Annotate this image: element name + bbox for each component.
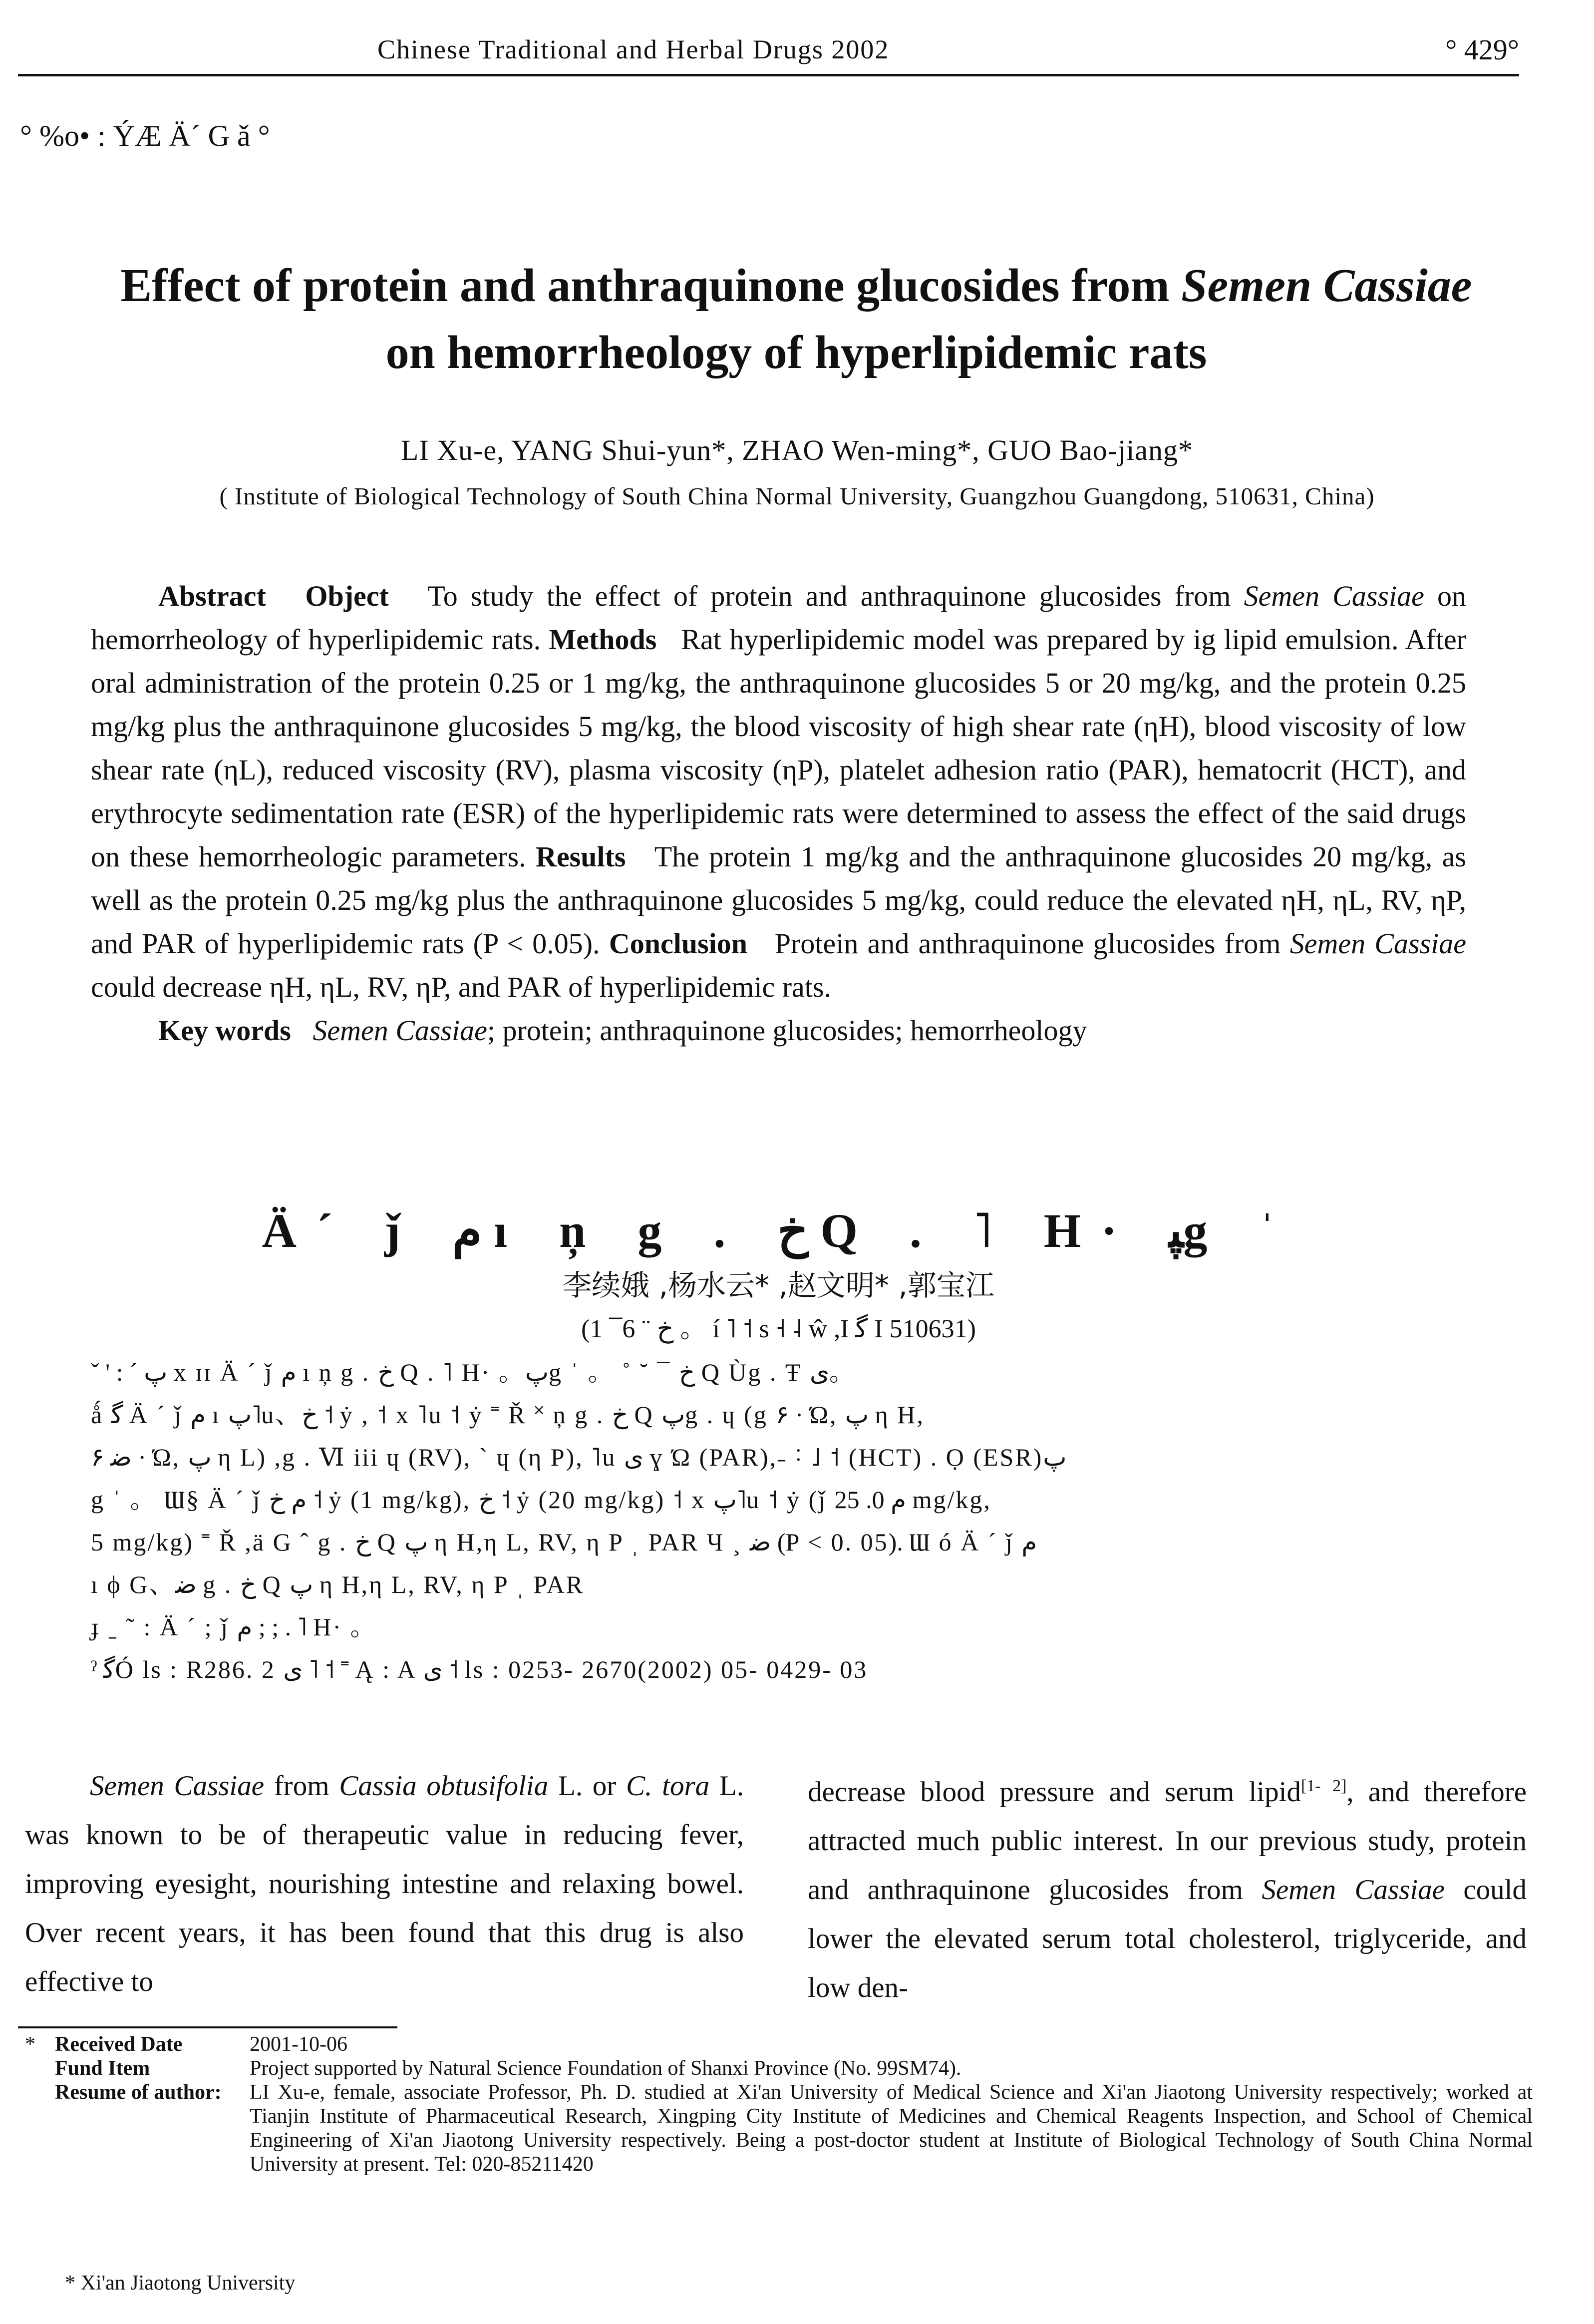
body-text: L. or	[548, 1770, 627, 1802]
citation[interactable]: [1- 2]	[1300, 1777, 1347, 1795]
object-text-2: on hemorrheology of hyperlipidemic rats.	[91, 580, 1466, 656]
received-label: Received Date	[55, 2033, 183, 2056]
conclusion-label: Conclusion	[609, 927, 748, 960]
body-italic: C. tora	[626, 1770, 710, 1802]
footnote-fund	[55, 2056, 1533, 2080]
page-number: ° 429°	[1445, 33, 1519, 66]
chinese-abstract-line: ˇ ' : ˊ پ x ɪɪ Ä ´ ǰ م ı ņ g . خ Q . ˥ H· 。پg ˈ 。 ˚ ˘ ¯ خ Q Ùg . Ŧ ﯼ。	[91, 1358, 856, 1386]
chinese-abstract-line: ﺿ ۶ · Ώ, پ η L) ,g . Ⅵ iii ɥ (RV), ` ɥ (η P), ˥u ی ɣ Ώ (PAR),˗ ˸ ˩ ˦ (HCT) . Ọ (ESR)پ	[91, 1443, 1067, 1471]
abstract-block	[91, 574, 1466, 1052]
object-italic: Semen Cassiae	[1244, 580, 1424, 612]
resume-value: LI Xu-e, female, associate Professor, Ph. D. studied at Xi'an University of Medical Science and Xi'an Jiaotong University respectively; worked at Tianjin Institute of Pharmaceutical Research, Xingping City Institute of Medicines and Chemical Reagents Inspection, and School of Chemical Engineering of Xi'an Jiaotong University respectively. Being a post-doctor student at Institute of Biological Technology of South China Normal University at present. Tel: 020-85211420	[250, 2081, 1533, 2176]
keywords-line	[91, 1009, 1466, 1052]
column-heading: ° %o• : ÝÆ Ä´ G ǎ °	[20, 119, 270, 152]
chinese-authors: 李续娥 ,杨水云* ,赵文明* ,郭宝江	[563, 1268, 994, 1302]
journal-line: Chinese Traditional and Herbal Drugs 2002	[377, 34, 890, 64]
fund-value: Project supported by Natural Science Foundation of Shanxi Province (No. 99SM74).	[250, 2057, 961, 2080]
keywords-label: Key words	[158, 1014, 291, 1047]
resume-label: Resume of author:	[55, 2081, 222, 2104]
body-paragraph	[808, 1762, 1527, 2012]
methods-label: Methods	[549, 623, 657, 656]
body-italic: Semen Cassiae	[90, 1770, 265, 1802]
paper-title	[40, 252, 1553, 386]
body-column-right	[808, 1762, 1527, 2012]
affiliation: ( Institute of Biological Technology of South China Normal University, Guangzhou Guangdong, 510631, China)	[219, 482, 1375, 510]
footnotes	[25, 2032, 1533, 2176]
footnote-affiliation: * Xi'an Jiaotong University	[65, 2272, 296, 2295]
object-label: Object	[305, 580, 389, 612]
keywords-text: ; protein; anthraquinone glucosides; hemorrheology	[487, 1014, 1087, 1047]
body-italic: Semen Cassiae	[1262, 1874, 1445, 1906]
results-label: Results	[536, 840, 626, 873]
conclusion-text-2: could decrease ηH, ηL, RV, ηP, and PAR of hyperlipidemic rats.	[91, 971, 831, 1003]
footnote-received	[55, 2032, 1533, 2056]
results-text: The protein 1 mg/kg and the anthraquinone glucosides 20 mg/kg, as well as the protein 0.25 mg/kg plus the anthraquinone glucosides 5 mg/kg, could reduce the elevated ηH, ηL, RV, ηP, and PAR of hyperlipidemic rats (P < 0.05).	[91, 840, 1466, 960]
body-text: , and therefore attracted much public interest. In our previous study, protein and anthraquinone glucosides from	[808, 1776, 1527, 1906]
chinese-classification-line: ˀ ﮔÓ ls : R286. 2 ی ˥ ˦ ˭ Ą : A ی ˦ ls : 0253- 2670(2002) 05- 0429- 03	[91, 1655, 868, 1683]
chinese-title: Ä´ ǰ م ı ņ g . خ Q . ˥ H· ﭙg ˈ	[262, 1204, 1295, 1257]
body-italic: Cassia obtusifolia	[339, 1770, 549, 1802]
chinese-abstract-line: 5 mg/kg) ˭ Ř ,ä G ˆ g . خ Q پ η H,η L, RV, η P ˌ PAR Ч ¸ ﺿ (P < 0. 05). Ɯ ó Ä ´ ǰ م	[91, 1528, 1037, 1556]
body-text: could lower the elevated serum total cholesterol, triglyceride, and low den-	[808, 1874, 1527, 2003]
chinese-abstract-line: ı ϕ G、ﺿ g . خ Q پ η H,η L, RV, η P ˌ PAR	[91, 1570, 585, 1598]
footnote-star: *	[25, 2033, 35, 2056]
title-line-2: on hemorrheology of hyperlipidemic rats	[385, 327, 1207, 379]
chinese-abstract-line: g ˈ 。 Ɯ§ Ä ´ ǰ م خ ˦ ẏ (1 mg/kg), خ ˦ ẏ (20 mg/kg) ˦ x پ˥u ˦ ẏ (ǰ م 0. 25 mg/kg,	[91, 1486, 991, 1514]
chinese-abstract	[91, 1351, 1466, 1691]
title-line-1-text: Effect of protein and anthraquinone glucosides from	[120, 260, 1182, 312]
fund-label: Fund Item	[55, 2057, 150, 2080]
footnote-resume	[55, 2080, 1533, 2176]
author-list: LI Xu-e, YANG Shui-yun*, ZHAO Wen-ming*, GUO Bao-jiang*	[400, 434, 1194, 466]
methods-text: Rat hyperlipidemic model was prepared by ig lipid emulsion. After oral administration of the protein 0.25 or 1 mg/kg, the anthraquinone glucosides 5 or 20 mg/kg, and the protein 0.25 mg/kg plus the anthraquinone glucosides 5 mg/kg, the blood viscosity of high shear rate (ηH), blood viscosity of low shear rate (ηL), reduced viscosity (RV), plasma viscosity (ηP), platelet adhesion ratio (PAR), hematocrit (HCT), and erythrocyte sedimentation rate (ESR) of the hyperlipidemic rats were determined to assess the effect of the said drugs on these hemorrheologic parameters.	[91, 623, 1466, 873]
conclusion-text: Protein and anthraquinone glucosides from	[774, 927, 1290, 960]
body-text: L. was known to be of therapeutic value in reducing fever, improving eyesight, nourishing intestine and relaxing bowel. Over recent years, it has been found that this drug is also effective to	[25, 1770, 744, 1997]
chinese-keywords-line: ɟ ˍ ˜ : Ä ´ ; ǰ م ; ; . ˥ H· 。	[91, 1613, 377, 1641]
body-column-left	[25, 1762, 744, 2006]
abstract-paragraph	[91, 574, 1466, 1009]
title-line-1	[40, 252, 1553, 319]
body-text: from	[264, 1770, 339, 1802]
body-paragraph	[25, 1762, 744, 2006]
chinese-affiliation: (1 ¯6 ¨ خ 。 í ˥ ˦ s ˧ ˨ ŵ ,I ﮔ I 510631)	[581, 1315, 976, 1343]
abstract-label: Abstract	[158, 580, 266, 612]
footnote-divider	[18, 2026, 397, 2028]
received-value: 2001-10-06	[250, 2033, 347, 2056]
object-text: To study the effect of protein and anthraquinone glucosides from	[427, 580, 1244, 612]
chinese-abstract-line: ǻ ﮔ Ä ´ ǰ م ı پ˥u、خ ˦ ẏ , ˦ x ˥u ˦ ẏ ˭ Ř ˟ ņ g . خ Q پg . ɥ (g ۶ · Ώ, پ η H,	[91, 1401, 925, 1429]
title-line-1-italic: Semen Cassiae	[1181, 260, 1472, 312]
running-header	[18, 29, 1519, 76]
body-text: decrease blood pressure and serum lipid	[808, 1776, 1301, 1808]
conclusion-italic: Semen Cassiae	[1289, 927, 1467, 960]
chinese-section	[91, 1198, 1466, 1691]
keywords-italic: Semen Cassiae	[313, 1014, 487, 1047]
